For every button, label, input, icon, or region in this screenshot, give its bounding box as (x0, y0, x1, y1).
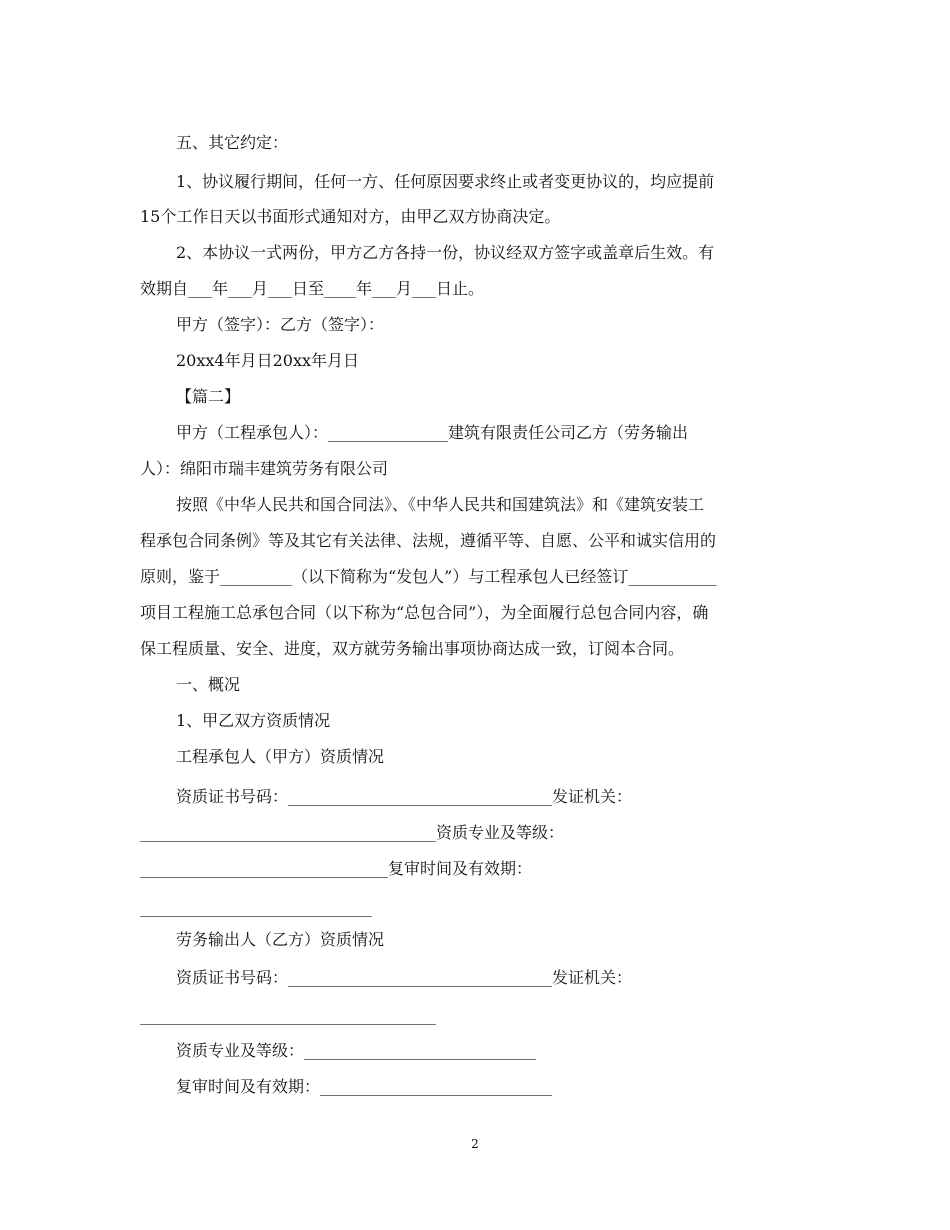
signature-line: 甲方（签字）：乙方（签字）： (176, 315, 385, 334)
form-field-line: _____________________________________资质专业及等级： (140, 823, 565, 842)
paragraph-line: 效期自___年___月___日至____年___月___日止。 (140, 279, 485, 298)
paragraph-line: 程承包合同条例》等及其它有关法律、法规，遵循平等、自愿、公平和诚实信用的 (140, 531, 717, 550)
form-field-line: _______________________________复审时间及有效期： (140, 859, 533, 878)
subsection-heading: 工程承包人（甲方）资质情况 (176, 747, 385, 766)
form-field-line: _____________________________ (140, 898, 372, 917)
paragraph-line: 按照《中华人民共和国合同法》、《中华人民共和国建筑法》和《建筑安装工 (176, 495, 705, 514)
section-heading-overview: 一、概况 (176, 675, 241, 694)
subsection-heading: 1、甲乙双方资质情况 (176, 711, 331, 730)
paragraph-line: 15个工作日天以书面形式通知对方，由甲乙双方协商决定。 (140, 207, 561, 226)
paragraph-line: 人）：绵阳市瑞丰建筑劳务有限公司 (140, 459, 389, 478)
page-number: 2 (471, 1137, 479, 1151)
form-field-line: 复审时间及有效期：_____________________________ (176, 1077, 553, 1096)
part-two-heading: 【篇二】 (176, 387, 241, 406)
paragraph-line: 2、本协议一式两份，甲方乙方各持一份，协议经双方签字或盖章后生效。有 (176, 243, 715, 262)
form-field-line: _____________________________________ (140, 1006, 436, 1025)
form-field-line: 资质证书号码：_________________________________发证机关： (176, 968, 633, 987)
subsection-heading: 劳务输出人（乙方）资质情况 (176, 930, 385, 949)
section-heading-other-terms: 五、其它约定： (176, 133, 289, 152)
form-field-line: 资质证书号码：_________________________________发证机关： (176, 787, 633, 806)
form-field-line: 资质专业及等级：_____________________________ (176, 1041, 537, 1060)
paragraph-line: 保工程质量、安全、进度，双方就劳务输出事项协商达成一致，订阅本合同。 (140, 639, 685, 658)
paragraph-line: 1、协议履行期间，任何一方、任何原因要求终止或者变更协议的，均应提前 (176, 172, 715, 191)
paragraph-line: 甲方（工程承包人）：_______________建筑有限责任公司乙方（劳务输出 (176, 423, 689, 442)
date-line: 20xx4年月日20xx年月日 (176, 351, 359, 370)
paragraph-line: 原则，鉴于_________（以下简称为“发包人”）与工程承包人已经签订___________ (140, 567, 717, 586)
paragraph-line: 项目工程施工总承包合同（以下称为“总包合同”），为全面履行总包合同内容，确 (140, 603, 709, 622)
